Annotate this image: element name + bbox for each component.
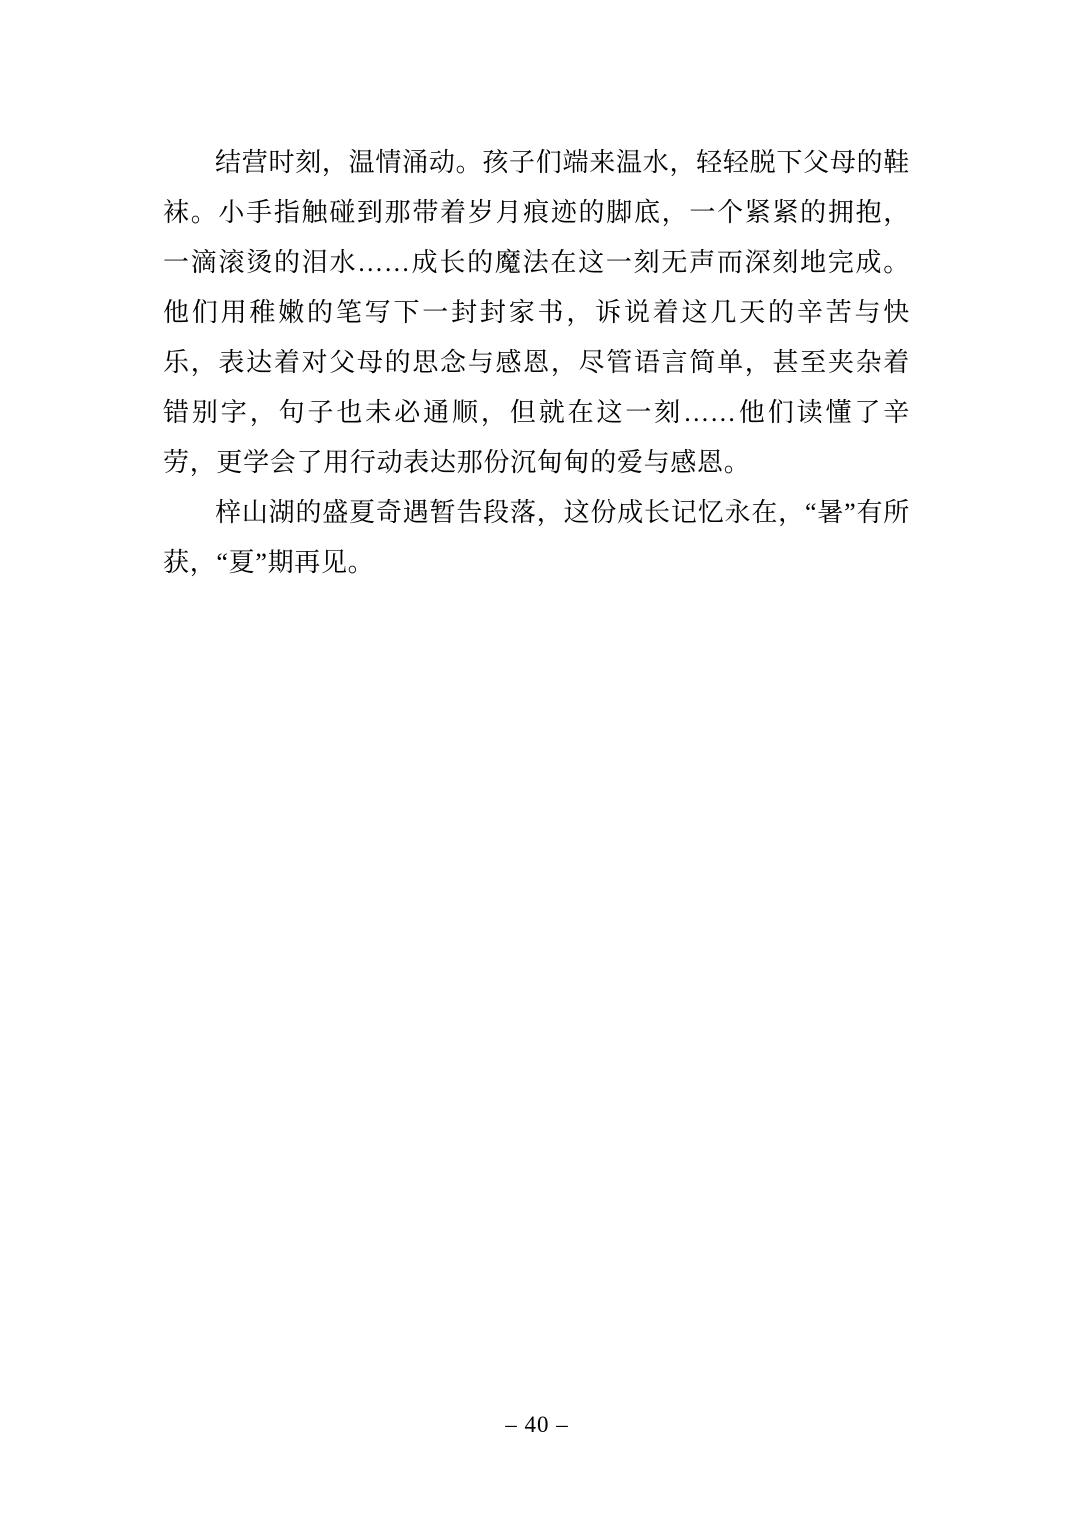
paragraph-closing-ceremony: 结营时刻，温情涌动。孩子们端来温水，轻轻脱下父母的鞋袜。小手指触碰到那带着岁月痕迹的脚底，一个紧紧的拥抱，一滴滚烫的泪水……成长的魔法在这一刻无声而深刻地完成。他们用稚嫩的笔写下一封封家书，诉说着这几天的辛苦与快乐，表达着对父母的思念与感恩，尽管语言简单，甚至夹杂着错别字，句子也未必通顺，但就在这一刻……他们读懂了辛劳，更学会了用行动表达那份沉甸甸的爱与感恩。 (163, 148, 910, 477)
page-number: – 40 – (505, 1412, 569, 1437)
document-body (163, 138, 910, 588)
paragraph-farewell: 梓山湖的盛夏奇遇暂告段落，这份成长记忆永在，“暑”有所获，“夏”期再见。 (163, 498, 910, 577)
page-footer (0, 1410, 1074, 1440)
